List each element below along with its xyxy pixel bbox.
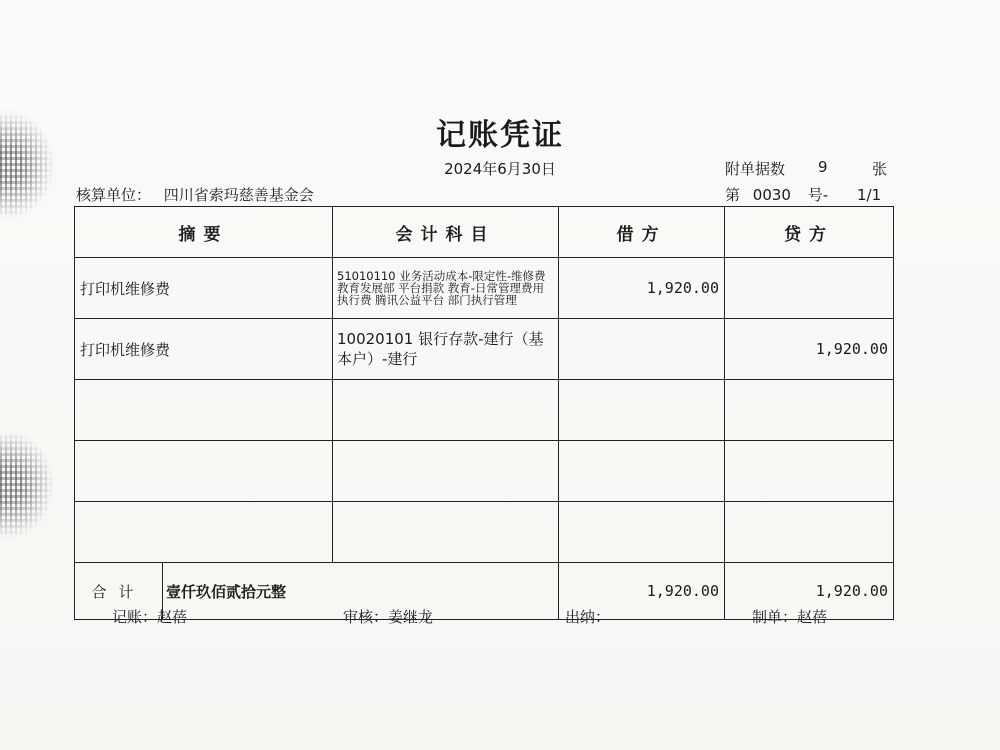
bookkeeper-label: 记账：: [112, 608, 158, 626]
table-row: [75, 319, 894, 380]
row-debit: 1,920.00: [559, 258, 725, 319]
table-header-row: [75, 207, 894, 258]
row-credit: [725, 502, 894, 563]
row-summary: [75, 380, 333, 441]
row-account: [333, 502, 559, 563]
number-suffix: 号-: [807, 186, 829, 204]
cashier-label: 出纳：: [565, 608, 611, 626]
row-account: 10020101 银行存款-建行（基本户）-建行: [333, 319, 559, 380]
bookkeeper-name: 赵蓓: [157, 608, 188, 626]
row-credit: [725, 441, 894, 502]
row-credit: [725, 380, 894, 441]
footer-bookkeeper: [112, 606, 187, 627]
row-summary: 打印机维修费: [75, 258, 333, 319]
row-debit: [559, 441, 725, 502]
header-debit: 借方: [559, 207, 725, 258]
attachments-unit: 张: [872, 160, 888, 178]
reviewer-name: 姜继龙: [388, 608, 434, 626]
row-debit: [559, 380, 725, 441]
total-debit: 1,920.00: [559, 563, 725, 620]
unit-name: 四川省索玛慈善基金会: [163, 186, 314, 204]
footer-reviewer: [343, 606, 433, 627]
header-credit: 贷方: [725, 207, 894, 258]
voucher-table: [74, 206, 894, 620]
attachments-label: 附单据数: [725, 160, 786, 178]
voucher-title: 记账凭证: [436, 118, 564, 153]
footer-preparer: [752, 606, 827, 627]
table-row: [75, 258, 894, 319]
number-prefix: 第: [725, 186, 741, 204]
attachments-count: 9: [818, 158, 828, 176]
row-debit: [559, 319, 725, 380]
row-account: [333, 380, 559, 441]
total-label: 合计: [75, 563, 163, 620]
row-account: 51010110 业务活动成本-限定性-维修费 教育发展部 平台捐款 教育-日常管理费用 执行费 腾讯公益平台 部门执行管理: [333, 258, 559, 319]
row-debit: [559, 502, 725, 563]
accounting-unit: [76, 184, 314, 205]
number-value: 0030: [752, 186, 791, 204]
total-credit: 1,920.00: [725, 563, 894, 620]
row-account: [333, 441, 559, 502]
unit-label: 核算单位：: [76, 186, 152, 204]
table-row: [75, 502, 894, 563]
header-account: 会计科目: [333, 207, 559, 258]
row-credit: [725, 258, 894, 319]
table-row: [75, 441, 894, 502]
page-count: 1/1: [856, 186, 882, 204]
preparer-name: 赵蓓: [797, 608, 828, 626]
total-amount-words: 壹仟玖佰贰拾元整: [163, 563, 559, 620]
row-summary: [75, 441, 333, 502]
row-summary: 打印机维修费: [75, 319, 333, 380]
row-credit: 1,920.00: [725, 319, 894, 380]
table-row: [75, 380, 894, 441]
row-summary: [75, 502, 333, 563]
header-summary: 摘要: [75, 207, 333, 258]
preparer-label: 制单：: [752, 608, 798, 626]
voucher-number: [725, 184, 881, 205]
footer-cashier: [565, 606, 610, 627]
reviewer-label: 审核：: [343, 608, 389, 626]
scan-artifact: [0, 430, 55, 540]
voucher-date: 2024年6月30日: [444, 160, 556, 178]
